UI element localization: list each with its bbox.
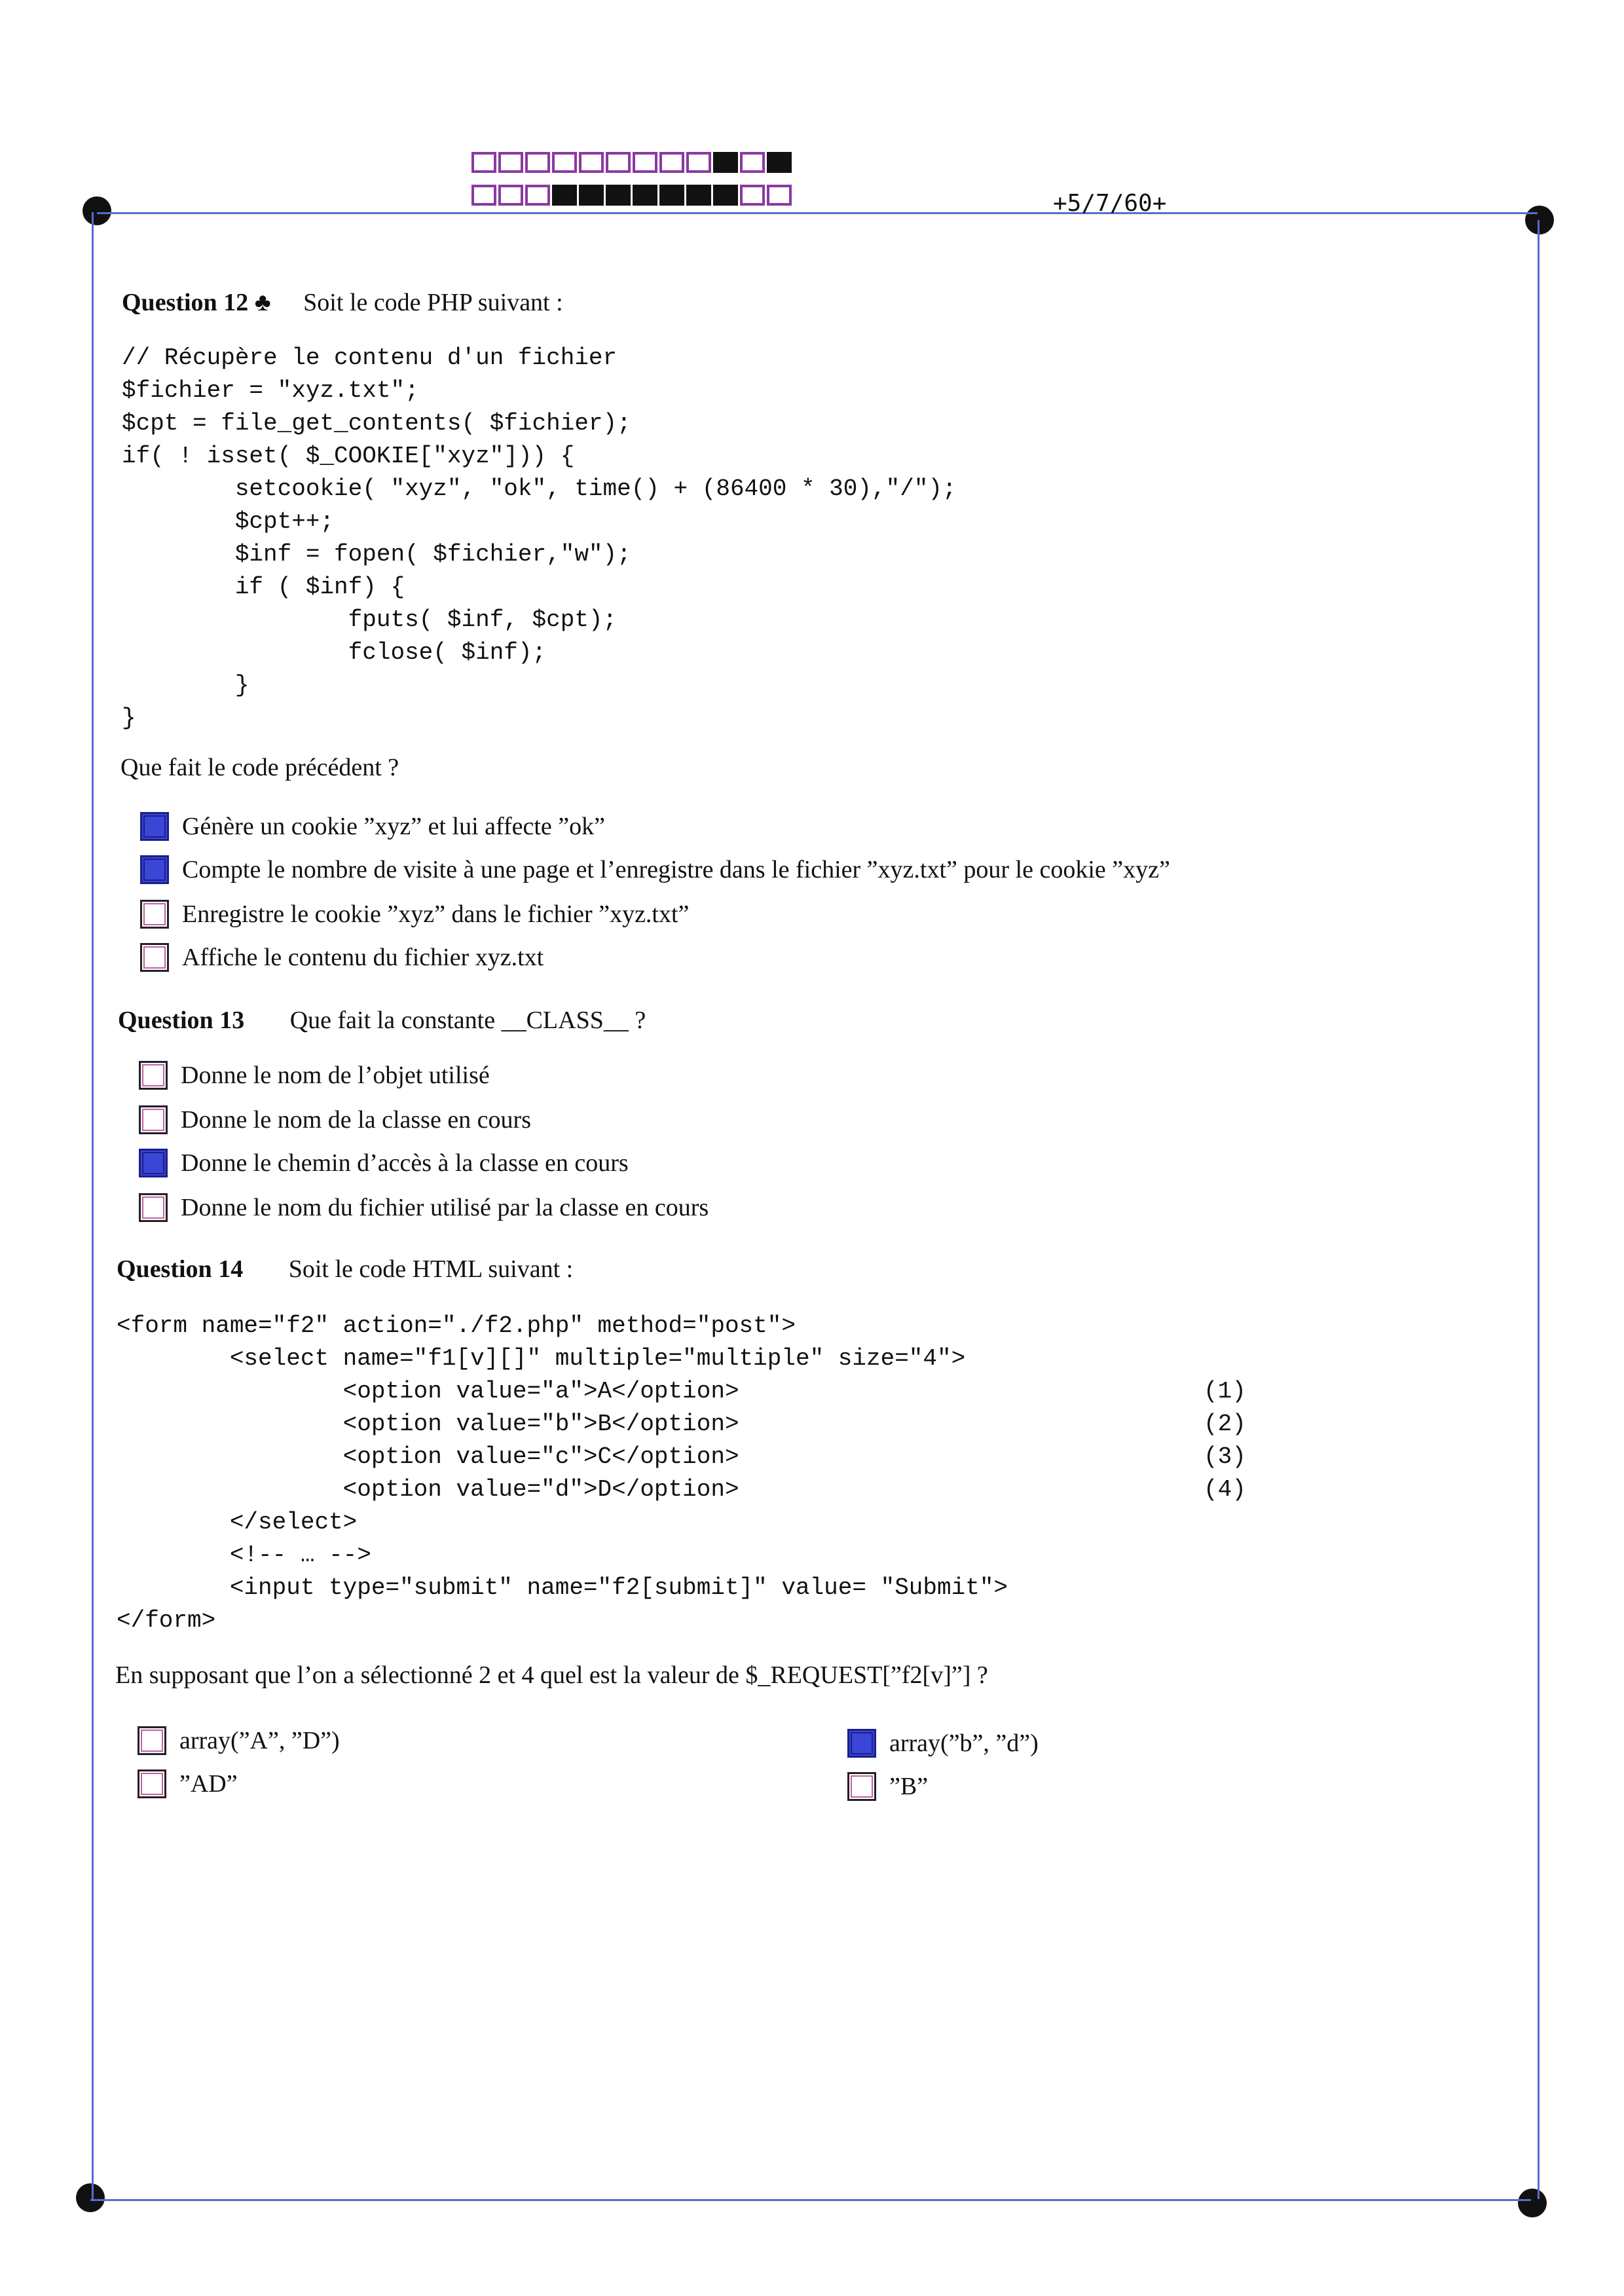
option-label: Donne le nom de l’objet utilisé [181,1062,490,1089]
code-bit [740,152,765,173]
q14-option-2[interactable] [847,1724,1039,1763]
checkbox[interactable] [140,855,169,884]
checkbox[interactable] [139,1193,168,1222]
q13-option-4[interactable] [139,1188,709,1227]
code-bit [686,185,711,206]
checkbox[interactable] [140,943,169,972]
code-bit [740,185,765,206]
option-label: Génère un cookie ”xyz” et lui affecte ”ok” [182,813,605,840]
question-13-prompt: Que fait la constante __CLASS__ ? [289,1007,646,1034]
page-code-row-2 [471,185,794,206]
option-label: Affiche le contenu du fichier xyz.txt [182,944,544,971]
option-label: Compte le nombre de visite à une page et l’enregistre dans le fichier ”xyz.txt” pour le cookie ”xyz” [182,856,1170,883]
q12-option-4[interactable] [140,938,544,977]
option-label: array(”A”, ”D”) [179,1727,340,1754]
question-12-prompt: Soit le code PHP suivant : [303,289,563,316]
code-bit [713,185,738,206]
question-14-code: <form name="f2" action="./f2.php" method="post"> <select name="f1[v][]" multiple="multiple" size="4"> <option value="a">A</option> <option value="b">B</option> <option value="c">C</option> <option value="d">D</option> </select> <!-- … --> <input type="submit" name="f2[submit]" value= "Submit"> </form> [117,1312,1008,1634]
checkbox[interactable] [847,1729,876,1758]
code-bit [552,152,577,173]
q12-option-3[interactable] [140,895,689,934]
code-bit [552,185,577,206]
question-12-label: Question 12 ♣ [122,289,271,316]
question-14-header [117,1255,573,1284]
checkbox[interactable] [140,900,169,929]
code-bit [471,185,496,206]
question-12-header [122,288,563,317]
checkbox[interactable] [139,1105,168,1134]
question-13-header [118,1006,646,1035]
code-bit [686,152,711,173]
q14-option-1[interactable] [138,1721,340,1760]
checkbox[interactable] [138,1769,166,1798]
page-id: +5/7/60+ [1053,190,1167,217]
option-label: ”AD” [179,1770,238,1798]
checkbox[interactable] [847,1772,876,1801]
code-bit [606,152,631,173]
code-bit [498,152,523,173]
code-bit [525,185,550,206]
q13-option-1[interactable] [139,1056,490,1095]
frame-right [1538,220,1540,2199]
frame-bottom [90,2199,1531,2201]
code-bit [633,152,657,173]
line-number-4: (4) [1204,1476,1246,1503]
code-bit [471,152,496,173]
option-label: Donne le chemin d’accès à la classe en cours [181,1149,629,1177]
code-bit [606,185,631,206]
question-14-text: En supposant que l’on a sélectionné 2 et 4 quel est la valeur de $_REQUEST[”f2[v]”] ? [115,1661,988,1689]
line-number-2: (2) [1204,1411,1246,1437]
option-label: Enregistre le cookie ”xyz” dans le fichier ”xyz.txt” [182,900,690,928]
code-bit [525,152,550,173]
q13-option-3[interactable] [139,1143,629,1183]
code-bit [633,185,657,206]
option-label: array(”b”, ”d”) [889,1730,1039,1757]
checkbox[interactable] [138,1726,166,1755]
line-number-1: (1) [1204,1378,1246,1405]
q13-option-2[interactable] [139,1100,531,1139]
code-bit [713,152,738,173]
question-12-text: Que fait le code précédent ? [120,754,399,781]
option-label: ”B” [889,1773,929,1800]
option-label: Donne le nom de la classe en cours [181,1106,531,1134]
frame-left [92,212,94,2199]
code-bit [498,185,523,206]
corner-mark-top-right [1525,206,1554,234]
code-bit [767,152,792,173]
question-14-label: Question 14 [117,1255,244,1283]
q14-option-3[interactable] [138,1764,238,1804]
checkbox[interactable] [139,1149,168,1177]
question-14-prompt: Soit le code HTML suivant : [288,1255,574,1283]
line-number-3: (3) [1204,1443,1246,1470]
checkbox[interactable] [139,1061,168,1090]
corner-mark-bottom-right [1518,2189,1547,2217]
frame-top [97,212,1538,214]
checkbox[interactable] [140,812,169,841]
option-label: Donne le nom du fichier utilisé par la classe en cours [181,1194,709,1221]
q12-option-2[interactable] [140,850,1170,889]
q14-option-4[interactable] [847,1767,928,1806]
q12-option-1[interactable] [140,807,605,846]
page-code-row-1 [471,152,794,173]
question-12-code: // Récupère le contenu d'un fichier $fichier = "xyz.txt"; $cpt = file_get_contents( $fichier); if( ! isset( $_COOKIE["xyz"])) { setcookie( "xyz", "ok", time() + (86400 * 30),"/"); $cpt++; $inf = fopen( $fichier,"w"); if ( $inf) { fputs( $inf, $cpt); fclose( $inf); } } [122,344,957,731]
code-bit [579,185,604,206]
corner-mark-top-left [83,196,111,225]
question-13-label: Question 13 [118,1007,245,1034]
code-bit [659,185,684,206]
code-bit [659,152,684,173]
code-bit [767,185,792,206]
corner-mark-bottom-left [76,2183,105,2212]
code-bit [579,152,604,173]
